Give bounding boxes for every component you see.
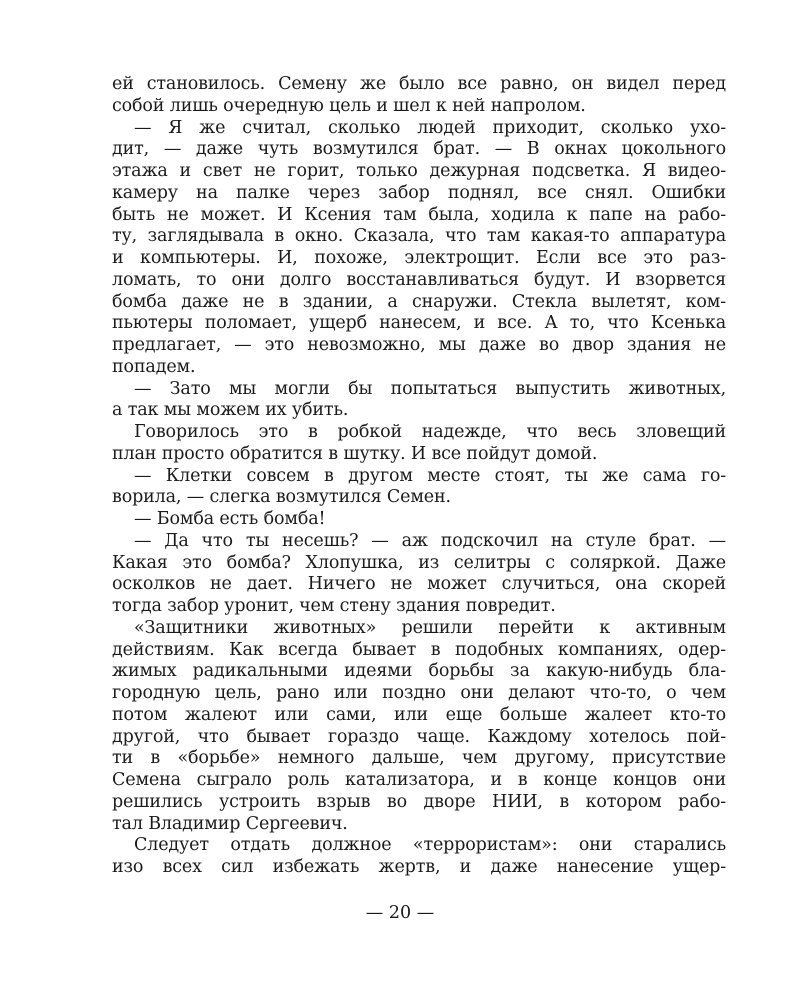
text-line: Какая это бомба? Хлопушка, из селитры с соляркой. Даже [112,552,726,573]
text-line: Семена сыграло роль катализатора, и в конце концов они [112,770,726,790]
text-line: бомба даже не в здании, а снаружи. Стекла вылетят, ком- [112,291,726,312]
text-line: — Я же считал, сколько людей приходит, сколько ухо- [134,117,726,138]
page-body-text [112,74,726,879]
text-line: другой, что бывает гораздо чаще. Каждому хотелось пой- [112,726,726,747]
text-line: попадем. [112,356,196,377]
text-line: и компьютеры. И, похоже, электрощит. Если все это раз- [112,248,726,268]
text-line: план просто обратится в шутку. И все пойдут домой. [112,443,598,464]
text-line: ломать, то они долго восстанавливаться будут. И взорвется [112,269,726,290]
text-line: тал Владимир Сергеевич. [112,813,348,834]
text-line: городную цель, рано или поздно они делают что-то, о чем [112,683,726,703]
text-line: жимых радикальными идеями борьбы за какую-нибудь бла- [112,661,726,682]
text-line: Следует отдать должное «террористам»: они старались [134,835,726,856]
text-line: ей становилось. Семену же было все равно, он видел перед [112,74,726,94]
text-line: — Клетки совсем в другом месте стоят, ты же сама го- [134,465,726,486]
text-line: решились устроить взрыв во дворе НИИ, в котором рабо- [112,791,726,812]
text-line: осколков не дает. Ничего не может случиться, она скорей [112,574,726,595]
text-line: камеру на палке через забор поднял, все снял. Ошибки [112,182,726,203]
text-line: Говорилось это в робкой надежде, что весь зловещий [134,422,726,442]
text-line: действиям. Как всегда бывает в подобных компаниях, одер- [112,639,726,660]
text-line: пьютеры поломает, ущерб нанесем, и все. А то, что Ксенька [112,313,726,334]
text-line: а так мы можем их убить. [112,400,349,421]
text-line: — Зато мы могли бы попытаться выпустить животных, [134,378,726,399]
text-line: ту, заглядывала в окно. Сказала, что там какая-то аппаратура [112,226,726,247]
text-line: ти в «борьбе» немного дальше, чем другому, присутствие [112,748,726,769]
text-line: — Бомба есть бомба! [134,509,326,529]
text-line: быть не может. И Ксения там была, ходила к папе на рабо- [112,204,726,225]
text-line: тогда забор уронит, чем стену здания повредит. [112,596,556,616]
text-line: потом жалеют или сами, или еще больше жалеет кто-то [112,704,726,725]
text-line: «Защитники животных» решили перейти к активным [134,617,726,638]
text-line: дит, — даже чуть возмутился брат. — В окнах цокольного [112,139,726,160]
text-line: — Да что ты несешь? — аж подскочил на стуле брат. — [134,530,726,551]
page-number: — 20 — [365,903,435,923]
text-line: предлагает, — это невозможно, мы даже во двор здания не [112,335,726,355]
text-line: ворила, — слегка возмутился Семен. [112,487,451,508]
text-line: изо всех сил избежать жертв, и даже нанесение ущер- [112,857,726,877]
text-line: этажа и свет не горит, только дежурная подсветка. Я видео- [112,161,726,181]
text-line: собой лишь очередную цель и шел к ней напролом. [112,95,586,116]
